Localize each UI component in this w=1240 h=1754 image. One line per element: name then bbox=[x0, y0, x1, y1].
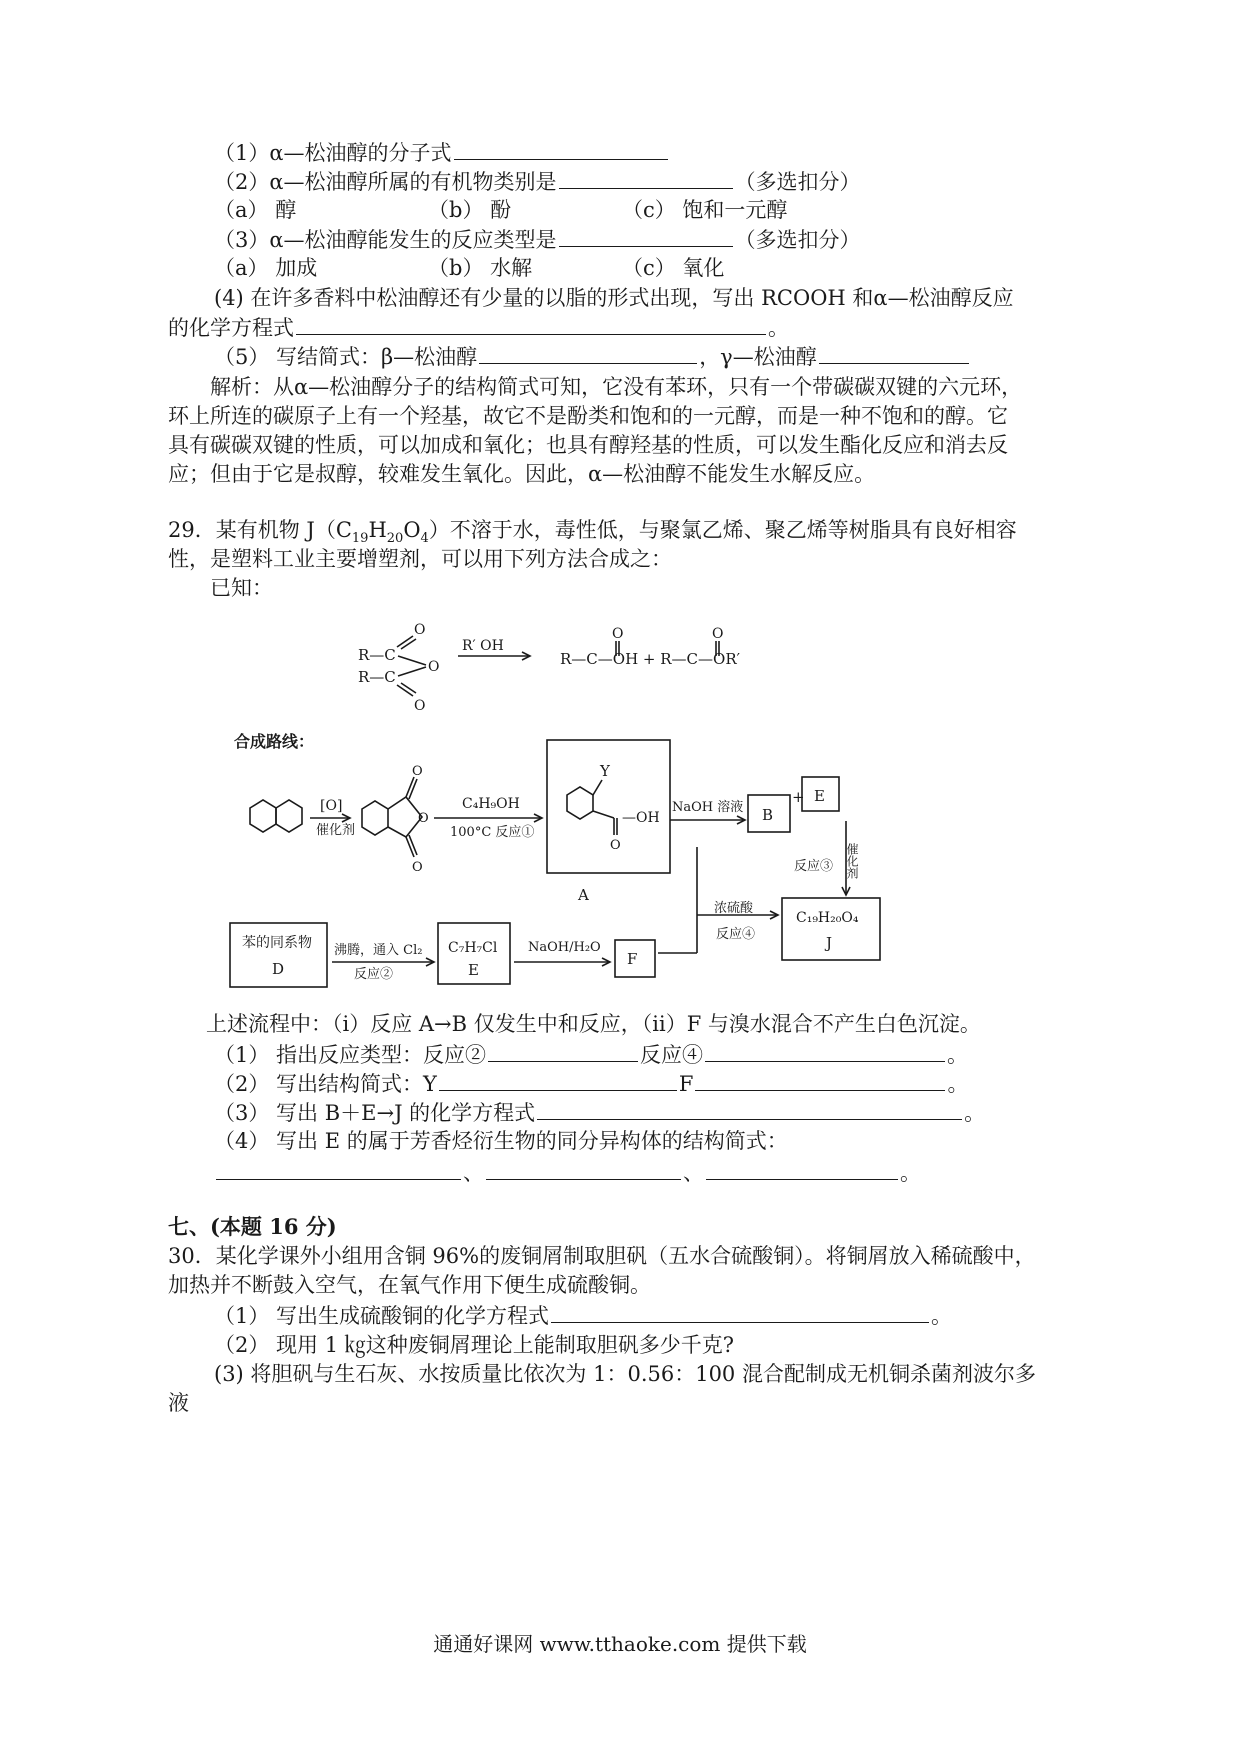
o-label: O bbox=[412, 764, 423, 779]
f-label: F bbox=[627, 950, 638, 968]
q29-intro-line2: 性，是塑料工业主要增塑剂，可以用下列方法合成之： bbox=[168, 547, 672, 571]
r-c-top: R—C bbox=[358, 646, 396, 664]
o-bottom: O bbox=[414, 698, 426, 714]
answer-blank[interactable] bbox=[537, 1097, 962, 1120]
q28-part3-note: （多选扣分） bbox=[734, 228, 861, 252]
separator: 、 bbox=[463, 1161, 484, 1185]
sub: 19 bbox=[351, 531, 369, 547]
e-label: E bbox=[468, 961, 479, 979]
answer-blank[interactable] bbox=[488, 1039, 638, 1062]
a-label: A bbox=[578, 886, 589, 904]
section-title: 七、(本题 16 分) bbox=[168, 1214, 337, 1239]
reaction2-label: 反应② bbox=[354, 967, 394, 982]
condition1-label: 100°C 反应① bbox=[450, 825, 535, 840]
butanol-label: C₄H₉OH bbox=[462, 796, 520, 812]
period: 。 bbox=[931, 1304, 953, 1328]
answer-blank[interactable] bbox=[296, 312, 766, 335]
option-b: （b） 酚 bbox=[428, 198, 512, 222]
option-a: （a） 醇 bbox=[214, 198, 297, 222]
q28-part1-num: （1） bbox=[214, 141, 270, 165]
catalyst-label: 催化剂 bbox=[316, 823, 356, 838]
e-label: E bbox=[814, 787, 825, 805]
q29-sub3-text: （3） 写出 B＋E→J 的化学方程式 bbox=[214, 1101, 536, 1125]
q29-sub2 bbox=[214, 1068, 968, 1099]
sub: 4 bbox=[420, 531, 429, 547]
j-formula: C₁₉H₂₀O₄ bbox=[796, 910, 859, 926]
q30-line2: 加热并不断鼓入空气，在氧气作用下便生成硫酸铜。 bbox=[168, 1273, 651, 1297]
q28-part1-text: α—松油醇的分子式 bbox=[269, 141, 452, 165]
analysis-line: 解析：从α—松油醇分子的结构简式可知，它没有苯环，只有一个带碳碳双键的六元环， bbox=[210, 375, 1023, 399]
reagent-label: R′ OH bbox=[462, 638, 504, 654]
q29-sub4-blanks bbox=[214, 1157, 921, 1188]
d-label: D bbox=[272, 960, 285, 978]
answer-blank[interactable] bbox=[486, 1157, 681, 1180]
answer-blank[interactable] bbox=[439, 1068, 677, 1091]
plus-label: + bbox=[792, 788, 805, 806]
option-a: （a） 加成 bbox=[214, 256, 318, 280]
q29-intro-pre: 29．某有机物 J（C bbox=[168, 518, 352, 542]
period: 。 bbox=[947, 1072, 969, 1096]
synthesis-route-diagram bbox=[222, 725, 902, 1015]
products-label: R—C—OH + R—C—OR′ bbox=[560, 650, 741, 668]
q28-part5-mid: ，γ—松油醇 bbox=[699, 345, 817, 369]
answer-blank[interactable] bbox=[695, 1068, 945, 1091]
page-footer: 通通好课网 www.tthaoke.com 提供下载 bbox=[433, 1632, 807, 1656]
d-title: 苯的同系物 bbox=[242, 935, 312, 951]
q30-part3: (3) 将胆矾与生石灰、水按质量比依次为 1：0.56：100 混合配制成无机铜杀菌剂波尔多 bbox=[214, 1362, 1036, 1386]
oh-label: —OH bbox=[622, 810, 660, 826]
q28-part4-line2 bbox=[168, 312, 789, 343]
q28-part2-text: α—松油醇所属的有机物类别是 bbox=[269, 170, 557, 194]
o-ring: O bbox=[428, 659, 440, 675]
q30-part2: （2） 现用 1 ㎏这种废铜屑理论上能制取胆矾多少千克? bbox=[214, 1333, 735, 1357]
q28-part5 bbox=[214, 341, 971, 372]
q29-sub3 bbox=[214, 1097, 985, 1128]
q29-sub2-mid: F bbox=[678, 1072, 694, 1096]
q29-sub1-mid: 反应④ bbox=[640, 1043, 704, 1067]
known-reaction-diagram bbox=[350, 620, 750, 715]
boil-label: 沸腾，通入 Cl₂ bbox=[334, 943, 423, 958]
period: 。 bbox=[947, 1043, 969, 1067]
catalyst-vertical-label: 催化剂 bbox=[845, 843, 859, 879]
q28-part3-text: α—松油醇能发生的反应类型是 bbox=[269, 228, 557, 252]
analysis-line: 具有碳碳双键的性质，可以加成和氧化；也具有醇羟基的性质，可以发生酯化反应和消去反 bbox=[168, 433, 1008, 457]
o-top: O bbox=[414, 622, 426, 638]
naoh-water-label: NaOH/H₂O bbox=[528, 940, 601, 955]
q28-part4-line1: (4) 在许多香料中松油醇还有少量的以脂的形式出现，写出 RCOOH 和α—松油醇反应 bbox=[214, 286, 1014, 310]
period: 。 bbox=[964, 1101, 986, 1125]
o: O bbox=[403, 518, 421, 542]
answer-blank[interactable] bbox=[559, 166, 733, 189]
o-label: O bbox=[418, 811, 429, 826]
reaction3-label: 反应③ bbox=[794, 859, 834, 874]
o-top: O bbox=[612, 626, 624, 642]
oxidant-label: [O] bbox=[320, 798, 343, 814]
y-label: Y bbox=[600, 762, 610, 780]
o-label: O bbox=[412, 860, 423, 875]
o-top: O bbox=[712, 626, 724, 642]
q28-part2-note: （多选扣分） bbox=[734, 170, 861, 194]
option-b: （b） 水解 bbox=[428, 256, 533, 280]
sub: 20 bbox=[386, 531, 404, 547]
flow-note: 上述流程中：（ⅰ）反应 A→B 仅发生中和反应，（ⅱ）F 与溴水混合不产生白色沉淀。 bbox=[206, 1012, 981, 1036]
q29-sub2-text: （2） 写出结构简式：Y bbox=[214, 1072, 437, 1096]
q28-part2 bbox=[214, 166, 861, 197]
q30-part3-cont: 液 bbox=[168, 1391, 189, 1415]
answer-blank[interactable] bbox=[479, 341, 697, 364]
answer-blank[interactable] bbox=[216, 1157, 461, 1180]
o-label: O bbox=[610, 838, 621, 853]
answer-blank[interactable] bbox=[706, 1157, 898, 1180]
q29-sub1-text: （1） 指出反应类型：反应② bbox=[214, 1043, 487, 1067]
b-label: B bbox=[762, 806, 774, 824]
q30-line1: 30．某化学课外小组用含铜 96%的废铜屑制取胆矾（五水合硫酸铜）。将铜屑放入稀硫酸中， bbox=[168, 1244, 1036, 1268]
naoh-solution-label: NaOH 溶液 bbox=[672, 800, 744, 815]
q29-sub1 bbox=[214, 1039, 968, 1070]
option-c: （c） 氧化 bbox=[622, 256, 725, 280]
q30-part1-text: （1） 写出生成硫酸铜的化学方程式 bbox=[214, 1304, 550, 1328]
route-title: 合成路线： bbox=[234, 732, 315, 751]
q29-intro-post: ）不溶于水，毒性低，与聚氯乙烯、聚乙烯等树脂具有良好相容 bbox=[428, 518, 1017, 542]
separator: 、 bbox=[683, 1161, 704, 1185]
q30-part1 bbox=[214, 1300, 952, 1331]
analysis-line: 环上所连的碳原子上有一个羟基，故它不是酚类和饱和的一元醇，而是一种不饱和的醇。它 bbox=[168, 404, 1008, 428]
r-c-bottom: R—C bbox=[358, 668, 396, 686]
q28-part1 bbox=[214, 137, 670, 168]
answer-blank[interactable] bbox=[559, 224, 733, 247]
j-label: J bbox=[826, 934, 833, 952]
analysis-line: 应；但由于它是叔醇，较难发生氧化。因此，α—松油醇不能发生水解反应。 bbox=[168, 462, 876, 486]
h: H bbox=[368, 518, 387, 542]
h2so4-label: 浓硫酸 bbox=[714, 901, 754, 916]
option-c: （c） 饱和一元醇 bbox=[622, 198, 788, 222]
e-formula: C₇H₇Cl bbox=[448, 940, 498, 956]
q28-part2-num: （2） bbox=[214, 170, 270, 194]
answer-blank[interactable] bbox=[705, 1039, 945, 1062]
q29-sub4: （4） 写出 E 的属于芳香烃衍生物的同分异构体的结构简式： bbox=[214, 1129, 788, 1153]
q28-part5-text: （5） 写结简式：β—松油醇 bbox=[214, 345, 478, 369]
period: 。 bbox=[900, 1161, 921, 1185]
q28-part3-num: （3） bbox=[214, 228, 270, 252]
reaction4-label: 反应④ bbox=[716, 927, 756, 942]
answer-blank[interactable] bbox=[454, 137, 668, 160]
q28-part3 bbox=[214, 224, 861, 255]
answer-blank[interactable] bbox=[819, 341, 969, 364]
q28-part4-text: 的化学方程式 bbox=[168, 316, 294, 340]
q29-known-label: 已知： bbox=[210, 576, 273, 600]
answer-blank[interactable] bbox=[551, 1300, 929, 1323]
period: 。 bbox=[768, 316, 789, 340]
